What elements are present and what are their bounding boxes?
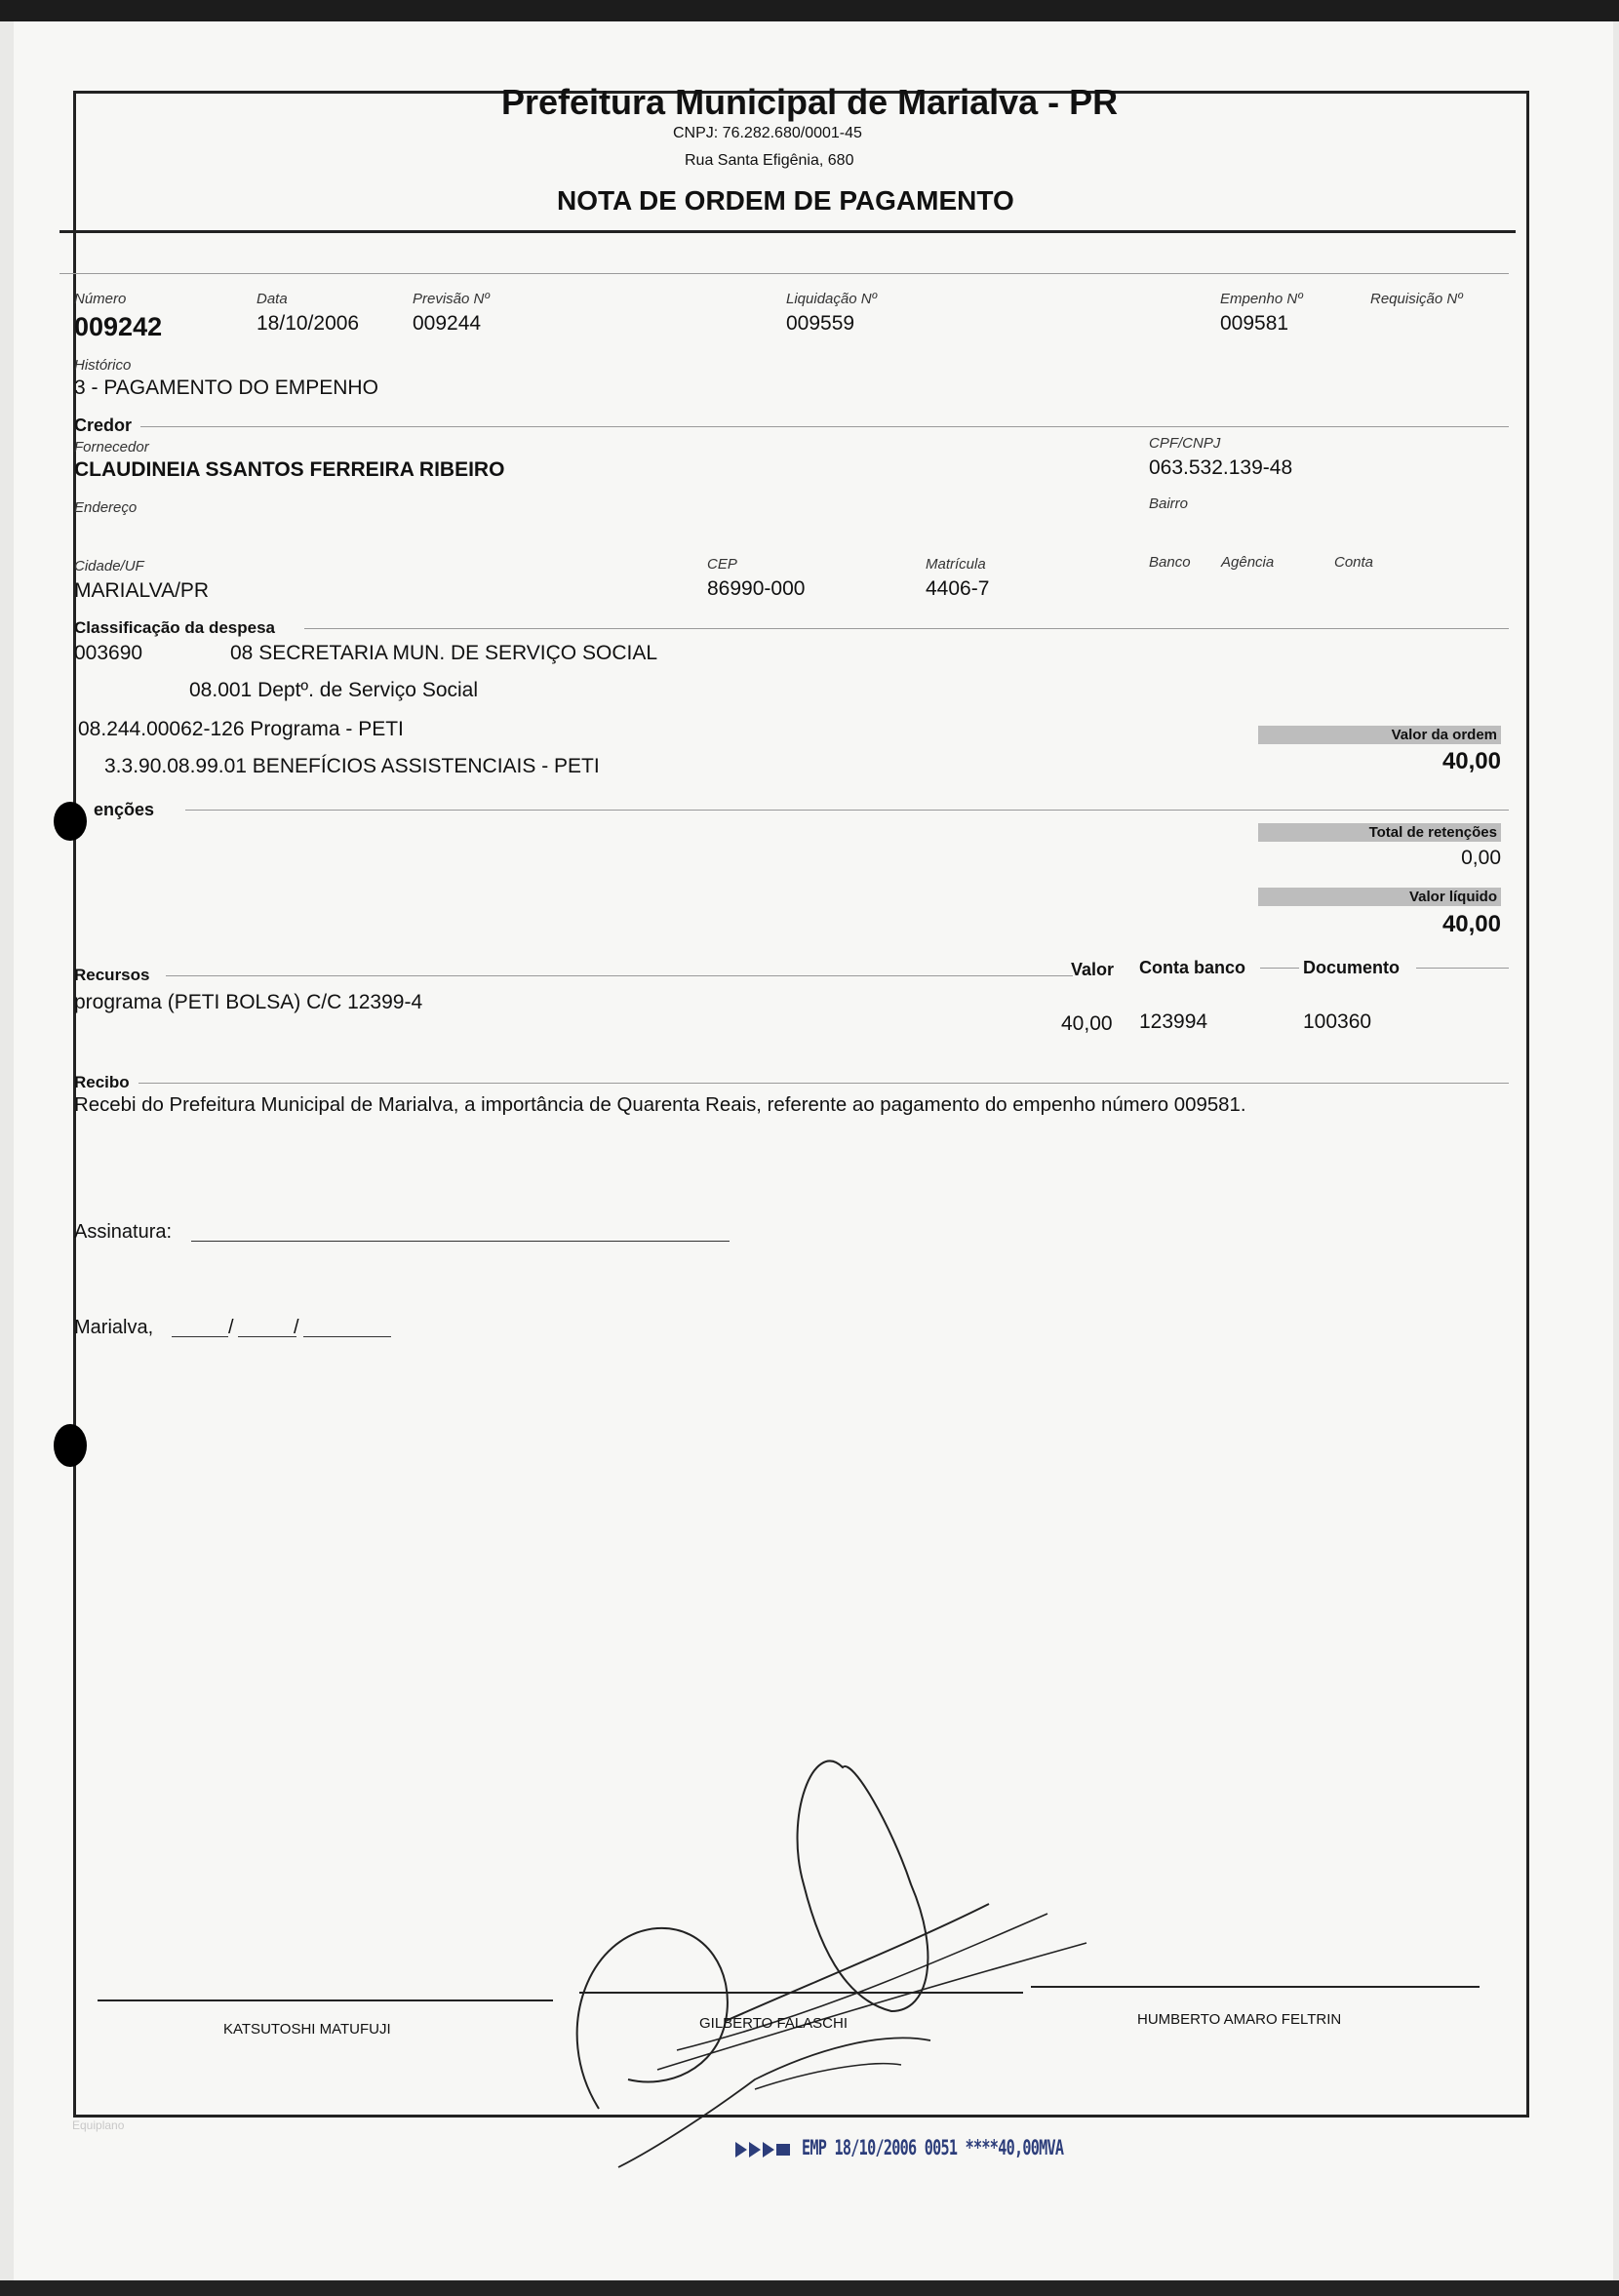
divider (1416, 968, 1509, 969)
previsao-label: Previsão Nº (413, 291, 490, 307)
total-retencoes-value: 0,00 (1461, 847, 1501, 869)
signature-line-1 (98, 1999, 553, 2001)
punch-hole (54, 1424, 87, 1467)
divider (185, 810, 1509, 811)
bank-stamp-logo (733, 2138, 792, 2161)
scan-top-edge (0, 0, 1619, 21)
classificacao-line2: 08.001 Deptº. de Serviço Social (189, 679, 479, 701)
agencia-label: Agência (1221, 554, 1275, 571)
classificacao-code: 003690 (74, 642, 143, 664)
valor-liquido-label: Valor líquido (1258, 888, 1501, 906)
assinatura-line[interactable] (191, 1241, 730, 1242)
signature-name-3: HUMBERTO AMARO FELTRIN (1137, 2011, 1342, 2028)
recibo-text: Recebi do Prefeitura Municipal de Marialva, a importância de Quarenta Reais, referente ao pagamento do empenho número 009581. (74, 1094, 1246, 1116)
cnpj: CNPJ: 76.282.680/0001-45 (673, 125, 862, 141)
classificacao-section: Classificação da despesa (74, 618, 276, 637)
endereco-label: Endereço (74, 499, 138, 516)
header-divider (59, 230, 1516, 233)
cpf-label: CPF/CNPJ (1149, 435, 1221, 452)
credor-section: Credor (74, 416, 133, 435)
fornecedor-value: CLAUDINEIA SSANTOS FERREIRA RIBEIRO (74, 458, 505, 481)
banco-label: Banco (1149, 554, 1191, 571)
scan-bottom-edge (0, 2280, 1619, 2296)
empenho-value: 009581 (1220, 312, 1289, 335)
cidade-value: MARIALVA/PR (74, 579, 210, 602)
local-label: Marialva, (74, 1317, 154, 1338)
date-separator: / (294, 1317, 299, 1338)
recursos-section: Recursos (74, 966, 150, 984)
divider (59, 273, 1509, 274)
valor-ordem-value: 40,00 (1441, 748, 1501, 774)
recursos-descricao: programa (PETI BOLSA) C/C 12399-4 (74, 991, 423, 1013)
date-day-line[interactable] (172, 1336, 228, 1337)
signature-name-2: GILBERTO FALASCHI (699, 2015, 848, 2032)
retencoes-section: enções (94, 800, 155, 819)
doc-title: NOTA DE ORDEM DE PAGAMENTO (557, 185, 1014, 216)
matricula-value: 4406-7 (926, 577, 990, 600)
address: Rua Santa Efigênia, 680 (685, 152, 854, 169)
total-retencoes-label: Total de retenções (1258, 823, 1501, 842)
divider (1260, 968, 1299, 969)
liquidacao-label: Liquidação Nº (786, 291, 878, 307)
historico-value: 3 - PAGAMENTO DO EMPENHO (74, 376, 378, 399)
date-month-line[interactable] (238, 1336, 296, 1337)
valor-liquido-value: 40,00 (1441, 911, 1501, 937)
cep-label: CEP (707, 556, 737, 573)
recursos-documento: 100360 (1303, 1010, 1372, 1033)
divider (140, 426, 1509, 427)
cpf-value: 063.532.139-48 (1149, 456, 1293, 479)
classificacao-line1: 08 SECRETARIA MUN. DE SERVIÇO SOCIAL (230, 642, 658, 664)
equiplano-watermark: Equiplano (72, 2118, 125, 2132)
org-name: Prefeitura Municipal de Marialva - PR (501, 82, 1119, 122)
conta-banco-col-label: Conta banco (1139, 958, 1246, 977)
date-separator: / (228, 1317, 234, 1338)
matricula-label: Matrícula (926, 556, 986, 573)
divider (138, 1083, 1509, 1084)
assinatura-label: Assinatura: (74, 1221, 173, 1243)
data-value: 18/10/2006 (257, 312, 360, 335)
empenho-label: Empenho Nº (1220, 291, 1303, 307)
data-label: Data (257, 291, 288, 307)
signature-name-1: KATSUTOSHI MATUFUJI (223, 2021, 391, 2038)
divider (304, 628, 1509, 629)
recibo-section: Recibo (74, 1073, 130, 1091)
classificacao-line3: 08.244.00062-126 Programa - PETI (78, 718, 404, 740)
bairro-label: Bairro (1149, 495, 1189, 512)
numero-value: 009242 (74, 312, 163, 341)
historico-label: Histórico (74, 357, 132, 374)
signature-line-3 (1031, 1986, 1480, 1988)
requisicao-label: Requisição Nº (1370, 291, 1463, 307)
valor-col-label: Valor (1071, 960, 1115, 979)
recursos-valor: 40,00 (1061, 1012, 1113, 1035)
recursos-conta-banco: 123994 (1139, 1010, 1208, 1033)
bank-stamp-text: EMP 18/10/2006 0051 ****40,00MVA (802, 2136, 1064, 2159)
divider (166, 975, 1073, 976)
documento-col-label: Documento (1303, 958, 1400, 977)
conta-label: Conta (1334, 554, 1374, 571)
punch-hole (54, 802, 87, 841)
fornecedor-label: Fornecedor (74, 439, 149, 455)
signature-line-2 (579, 1992, 1023, 1994)
document-sheet (14, 21, 1613, 2280)
classificacao-line4: 3.3.90.08.99.01 BENEFÍCIOS ASSISTENCIAIS - PETI (104, 755, 600, 777)
cep-value: 86990-000 (707, 577, 806, 600)
liquidacao-value: 009559 (786, 312, 855, 335)
numero-label: Número (74, 291, 127, 307)
date-year-line[interactable] (303, 1336, 391, 1337)
valor-ordem-label: Valor da ordem (1258, 726, 1501, 744)
cidade-label: Cidade/UF (74, 558, 144, 574)
handwritten-signature (560, 1738, 1125, 2187)
previsao-value: 009244 (413, 312, 482, 335)
